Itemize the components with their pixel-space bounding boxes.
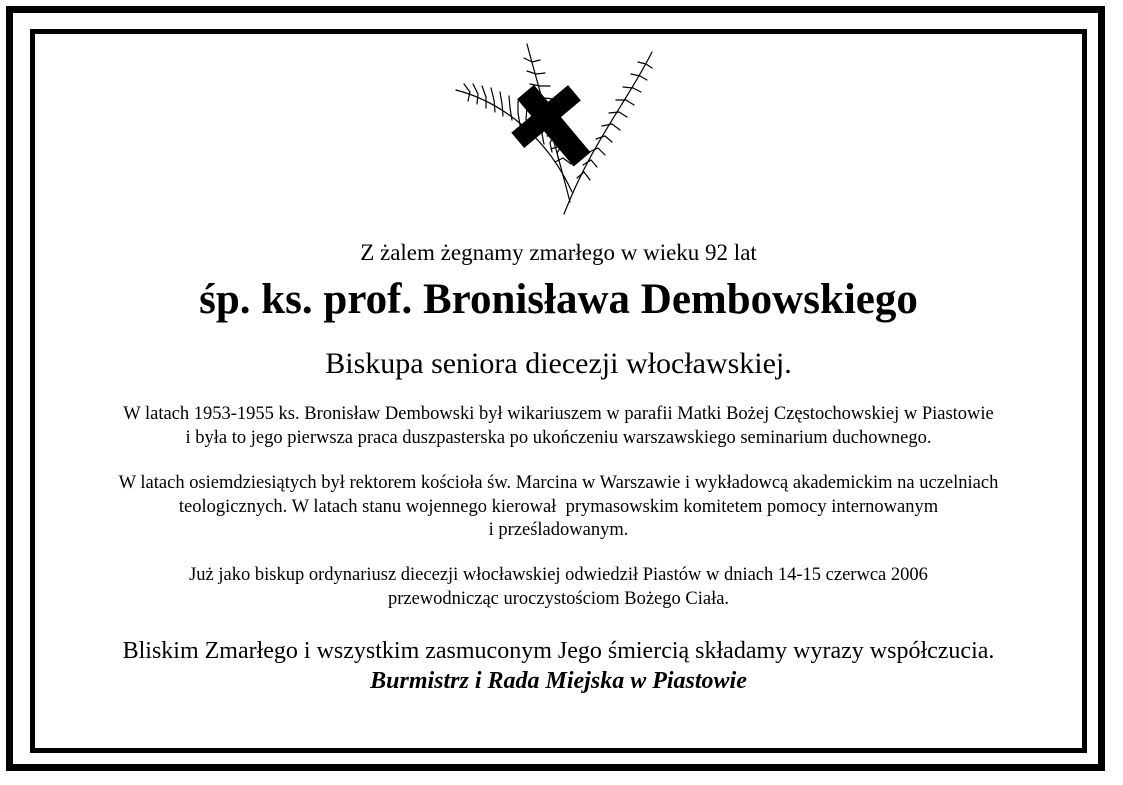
paragraph-line: i prześladowanym. bbox=[488, 520, 629, 540]
paragraph-line: teologicznych. W latach stanu wojennego kierował prymasowskim komitetem pomocy internowanym bbox=[178, 496, 939, 517]
paragraph-line: W latach 1953-1955 ks. Bronisław Dembowski był wikariuszem w parafii Matki Bożej Częstochowskiej w Piastowie bbox=[123, 404, 994, 424]
deceased-name: śp. ks. prof. Bronisława Dembowskiego bbox=[199, 276, 918, 323]
biography-paragraph-1 bbox=[30, 403, 1087, 450]
biography-paragraph-2 bbox=[30, 472, 1087, 543]
paragraph-line: i była to jego pierwsza praca duszpasterska po ukończeniu warszawskiego seminarium duchownego. bbox=[185, 427, 932, 448]
biography-paragraph-3 bbox=[30, 564, 1087, 611]
cross-with-fern-icon bbox=[452, 42, 656, 220]
intro-text: Z żalem żegnamy zmarłego w wieku 92 lat bbox=[360, 240, 757, 265]
signature: Burmistrz i Rada Miejska w Piastowie bbox=[370, 668, 747, 694]
condolence-text: Bliskim Zmarłego i wszystkim zasmuconym Jego śmiercią składamy wyrazy współczucia. bbox=[122, 638, 995, 664]
deceased-title: Biskupa seniora diecezji włocławskiej. bbox=[325, 347, 792, 380]
paragraph-line: Już jako biskup ordynariusz diecezji włocławskiej odwiedził Piastów w dniach 14-15 czerwca 2006 bbox=[189, 565, 928, 585]
paragraph-line: przewodnicząc uroczystościom Bożego Ciała. bbox=[387, 588, 730, 609]
paragraph-line: W latach osiemdziesiątych był rektorem kościoła św. Marcina w Warszawie i wykładowcą akademickim na uczelniach bbox=[118, 473, 999, 493]
